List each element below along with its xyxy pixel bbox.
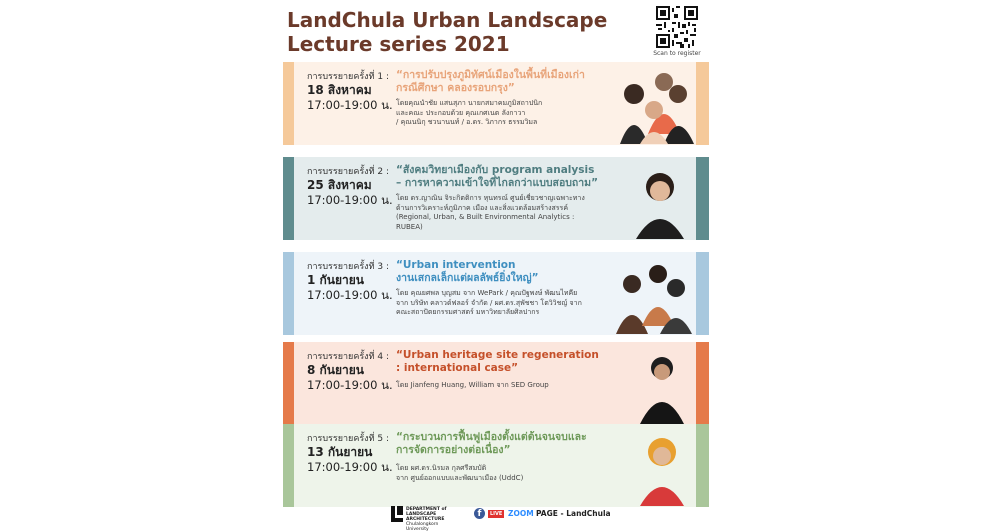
session-label: การบรรยายครั้งที่ 1 : (307, 72, 389, 82)
topic-line: “กระบวนการฟื้นฟูเมืองตั้งแต่ต้นจนจบและ (396, 431, 587, 443)
session-label: การบรรยายครั้งที่ 2 : (307, 167, 389, 177)
speaker-photo (612, 159, 694, 239)
session-date: 1 กันยายน (307, 273, 364, 287)
speaker-line: ด้านการวิเคราะห์ภูมิภาค เมือง และสิ่งแวดล้อมสร้างสรรค์ (396, 203, 568, 212)
session-card-1 (283, 62, 709, 145)
session-label: การบรรยายครั้งที่ 4 : (307, 352, 389, 362)
dept-line: Chulalongkorn University (406, 522, 439, 532)
speaker-line: โดย ผศ.ดร.นิรมล กุลศรีสมบัติ (396, 464, 487, 472)
session-date: 8 กันยายน (307, 363, 364, 377)
speaker-photo (612, 426, 694, 506)
facebook-page-label[interactable]: PAGE - LandChula (536, 509, 611, 518)
zoom-label: ZOOM (508, 509, 534, 518)
speaker-line: โดย คุณยศพล บุญสม จาก WePark / คุณปัฐพงษ์ พัฒนไทคีย (396, 289, 578, 297)
topic-line: “สังคมวิทยาเมืองกับ program analysis (396, 164, 595, 176)
session-speakers (396, 194, 636, 232)
speaker-line: โดย Jianfeng Huang, William จาก SED Group (396, 381, 549, 389)
speaker-line: / คุณนนิกุ ชวนานนท์ / อ.ดร. วิภากร ธรรมวิมล (396, 118, 538, 126)
session-card-4 (283, 342, 709, 425)
session-accent-bar (283, 342, 294, 425)
lecture-poster (281, 0, 713, 532)
session-accent-bar (696, 62, 709, 145)
speaker-line: RUBEA) (396, 222, 423, 231)
session-topic (396, 349, 626, 375)
session-time: 17:00-19:00 น. (307, 288, 393, 302)
title-line-2: Lecture series 2021 (287, 32, 510, 56)
speaker-line: และคณะ ประกอบด้วย คุณเกศเนต ลังกาวา (396, 108, 526, 117)
dept-line: DEPARTMENT of (406, 507, 447, 512)
session-time: 17:00-19:00 น. (307, 460, 393, 474)
session-topic (396, 431, 626, 457)
session-accent-bar (283, 157, 294, 240)
topic-line: : international case” (396, 362, 519, 374)
department-logo-icon (391, 506, 403, 522)
session-speakers (396, 464, 636, 483)
session-label: การบรรยายครั้งที่ 3 : (307, 262, 389, 272)
session-accent-bar (696, 252, 709, 335)
topic-line: “Urban intervention (396, 259, 516, 271)
session-accent-bar (283, 62, 294, 145)
session-time: 17:00-19:00 น. (307, 193, 393, 207)
topic-line: งานเสกลเล็กแต่ผลลัพธ์ยิ่งใหญ่” (396, 272, 539, 284)
topic-line: “การปรับปรุงภูมิทัศน์เมืองในพื้นที่เมืองเก่า (396, 69, 585, 81)
session-accent-bar (696, 342, 709, 425)
session-topic (396, 164, 626, 190)
qr-code-icon[interactable] (656, 6, 698, 48)
qr-caption: Scan to register (653, 50, 701, 57)
speaker-line: จาก บริษัท คลาวด์ฟลอร์ จำกัด / ผศ.ดร.สุพัชชา โตวิวิชญ์ จาก (396, 298, 582, 307)
session-topic (396, 69, 626, 95)
session-accent-bar (283, 252, 294, 335)
speaker-line: โดย ดร.ญาณิน จิระกิตติการ หุนทรณ์ ศูนย์เชี่ยวชาญเฉพาะทาง (396, 194, 585, 202)
session-speakers (396, 99, 636, 128)
poster-footer (391, 506, 621, 532)
session-date: 25 สิงหาคม (307, 178, 372, 192)
topic-line: กรณีศึกษา คลองรอบกรุง” (396, 82, 515, 94)
dept-line: LANDSCAPE (406, 512, 437, 517)
session-card-3 (283, 252, 709, 335)
session-time: 17:00-19:00 น. (307, 378, 393, 392)
speaker-group-photo (612, 64, 694, 144)
session-card-5 (283, 424, 709, 507)
title-line-1: LandChula Urban Landscape (287, 8, 608, 32)
topic-line: การจัดการอย่างต่อเนื่อง” (396, 444, 511, 456)
speaker-line: คณะสถาปัตยกรรมศาสตร์ มหาวิทยาลัยศิลปากร (396, 308, 540, 316)
session-card-2 (283, 157, 709, 240)
session-date: 18 สิงหาคม (307, 83, 372, 97)
live-icon: LIVE (490, 511, 503, 517)
session-accent-bar (696, 157, 709, 240)
topic-line: “Urban heritage site regeneration (396, 349, 599, 361)
session-accent-bar (696, 424, 709, 507)
speaker-group-photo (612, 254, 694, 334)
facebook-icon[interactable]: f (474, 508, 485, 519)
poster-title (287, 8, 617, 56)
speaker-photo (612, 344, 694, 424)
session-time: 17:00-19:00 น. (307, 98, 393, 112)
session-date: 13 กันยายน (307, 445, 373, 459)
dept-line: ARCHITECTURE (406, 517, 445, 522)
speaker-line: โดยคุณนำชัย แสนสุภา นายกสมาคมภูมิสถาปนิก (396, 99, 543, 107)
speaker-line: จาก ศูนย์ออกแบบและพัฒนาเมือง (UddC) (396, 473, 524, 482)
session-accent-bar (283, 424, 294, 507)
session-speakers (396, 381, 636, 391)
session-topic (396, 259, 626, 285)
department-name (406, 507, 462, 532)
speaker-line: (Regional, Urban, & Built Environmental Analytics : (396, 213, 575, 221)
session-speakers (396, 289, 636, 318)
session-label: การบรรยายครั้งที่ 5 : (307, 434, 389, 444)
topic-line: – การหาความเข้าใจที่ไกลกว่าแบบสอบถาม” (396, 177, 598, 189)
